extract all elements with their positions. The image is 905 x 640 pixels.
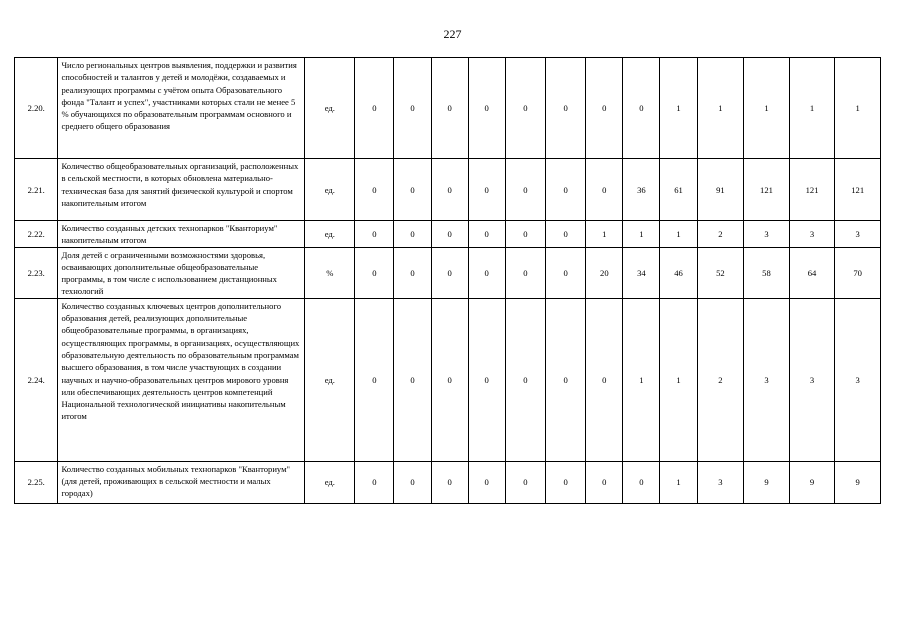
value-cell: 0 <box>394 247 431 298</box>
value-cell: 0 <box>505 159 545 221</box>
value-cell: 0 <box>586 461 623 503</box>
value-cell: 121 <box>789 159 835 221</box>
value-cell: 0 <box>355 298 394 461</box>
value-cell: 1 <box>623 298 660 461</box>
unit-cell: ед. <box>305 461 355 503</box>
unit-cell: % <box>305 247 355 298</box>
indicator-description: Доля детей с ограниченными возможностями здоровья, осваивающих дополнительные общеобразовательные программы, в том числе с использованием дистанционных технологий <box>58 247 305 298</box>
value-cell: 0 <box>468 461 505 503</box>
value-cell: 0 <box>468 247 505 298</box>
table-row <box>15 221 881 248</box>
value-cell: 0 <box>394 298 431 461</box>
indicator-description: Количество общеобразовательных организаций, расположенных в сельской местности, в которых обновлена материально-техническая база для занятий физической культурой и спортом накопительным итогом <box>58 159 305 221</box>
value-cell: 9 <box>789 461 835 503</box>
value-cell: 1 <box>660 221 697 248</box>
table-row <box>15 159 881 221</box>
value-cell: 0 <box>468 159 505 221</box>
value-cell: 1 <box>697 58 744 159</box>
value-cell: 0 <box>431 461 468 503</box>
table-row <box>15 298 881 461</box>
value-cell: 0 <box>505 298 545 461</box>
row-number: 2.23. <box>15 247 58 298</box>
value-cell: 9 <box>835 461 881 503</box>
row-number: 2.22. <box>15 221 58 248</box>
unit-cell: ед. <box>305 159 355 221</box>
value-cell: 1 <box>660 298 697 461</box>
value-cell: 0 <box>431 221 468 248</box>
value-cell: 91 <box>697 159 744 221</box>
value-cell: 0 <box>546 221 586 248</box>
value-cell: 3 <box>697 461 744 503</box>
value-cell: 0 <box>394 159 431 221</box>
indicator-description: Число региональных центров выявления, поддержки и развития способностей и талантов у детей и молодёжи, создаваемых и реализующих программы с учётом опыта Образовательного фонда "Талант и успех", участниками которых стали не менее 5 % обучающихся по образовательным программам основного и среднего общего образования <box>58 58 305 159</box>
value-cell: 0 <box>623 58 660 159</box>
value-cell: 0 <box>468 221 505 248</box>
value-cell: 0 <box>546 247 586 298</box>
value-cell: 0 <box>355 159 394 221</box>
row-number: 2.21. <box>15 159 58 221</box>
value-cell: 0 <box>394 461 431 503</box>
unit-cell: ед. <box>305 298 355 461</box>
value-cell: 1 <box>660 461 697 503</box>
value-cell: 1 <box>835 58 881 159</box>
value-cell: 64 <box>789 247 835 298</box>
unit-cell: ед. <box>305 58 355 159</box>
value-cell: 20 <box>586 247 623 298</box>
value-cell: 36 <box>623 159 660 221</box>
value-cell: 58 <box>744 247 790 298</box>
value-cell: 3 <box>789 221 835 248</box>
row-number: 2.20. <box>15 58 58 159</box>
value-cell: 3 <box>789 298 835 461</box>
value-cell: 0 <box>546 461 586 503</box>
table-row <box>15 247 881 298</box>
value-cell: 2 <box>697 221 744 248</box>
value-cell: 121 <box>835 159 881 221</box>
value-cell: 70 <box>835 247 881 298</box>
value-cell: 0 <box>394 221 431 248</box>
value-cell: 0 <box>355 58 394 159</box>
value-cell: 1 <box>789 58 835 159</box>
value-cell: 0 <box>505 58 545 159</box>
row-number: 2.24. <box>15 298 58 461</box>
value-cell: 3 <box>835 221 881 248</box>
value-cell: 0 <box>355 461 394 503</box>
value-cell: 9 <box>744 461 790 503</box>
value-cell: 0 <box>623 461 660 503</box>
value-cell: 61 <box>660 159 697 221</box>
value-cell: 52 <box>697 247 744 298</box>
value-cell: 0 <box>586 159 623 221</box>
value-cell: 0 <box>586 298 623 461</box>
value-cell: 3 <box>744 298 790 461</box>
value-cell: 1 <box>744 58 790 159</box>
indicator-description: Количество созданных мобильных технопарков "Кванториум" (для детей, проживающих в сельской местности и малых городах) <box>58 461 305 503</box>
value-cell: 34 <box>623 247 660 298</box>
value-cell: 121 <box>744 159 790 221</box>
indicator-description: Количество созданных детских технопарков "Кванториум" накопительным итогом <box>58 221 305 248</box>
value-cell: 0 <box>431 298 468 461</box>
value-cell: 1 <box>660 58 697 159</box>
value-cell: 0 <box>394 58 431 159</box>
page-number: 227 <box>443 27 462 41</box>
value-cell: 0 <box>505 461 545 503</box>
value-cell: 0 <box>468 298 505 461</box>
value-cell: 0 <box>431 159 468 221</box>
value-cell: 0 <box>546 298 586 461</box>
row-number: 2.25. <box>15 461 58 503</box>
value-cell: 0 <box>431 247 468 298</box>
unit-cell: ед. <box>305 221 355 248</box>
value-cell: 1 <box>586 221 623 248</box>
value-cell: 0 <box>505 247 545 298</box>
indicator-description: Количество созданных ключевых центров дополнительного образования детей, реализующих дополнительные общеобразовательные программы, в организациях, осуществляющих программы, в организациях, осуществляющих образовательную деятельность по образовательным программам высшего образования, в том числе участвующих в создании научных и научно-образовательных центров мирового уровня или обеспечивающих деятельность центров компетенций Национальной технологической инициативы накопительным итогом <box>58 298 305 461</box>
value-cell: 0 <box>505 221 545 248</box>
value-cell: 1 <box>623 221 660 248</box>
table-row <box>15 461 881 503</box>
indicators-table <box>14 57 881 504</box>
table-row <box>15 58 881 159</box>
value-cell: 0 <box>355 221 394 248</box>
value-cell: 0 <box>355 247 394 298</box>
value-cell: 0 <box>468 58 505 159</box>
value-cell: 0 <box>586 58 623 159</box>
value-cell: 3 <box>744 221 790 248</box>
value-cell: 3 <box>835 298 881 461</box>
value-cell: 2 <box>697 298 744 461</box>
value-cell: 0 <box>546 159 586 221</box>
value-cell: 0 <box>431 58 468 159</box>
value-cell: 0 <box>546 58 586 159</box>
value-cell: 46 <box>660 247 697 298</box>
